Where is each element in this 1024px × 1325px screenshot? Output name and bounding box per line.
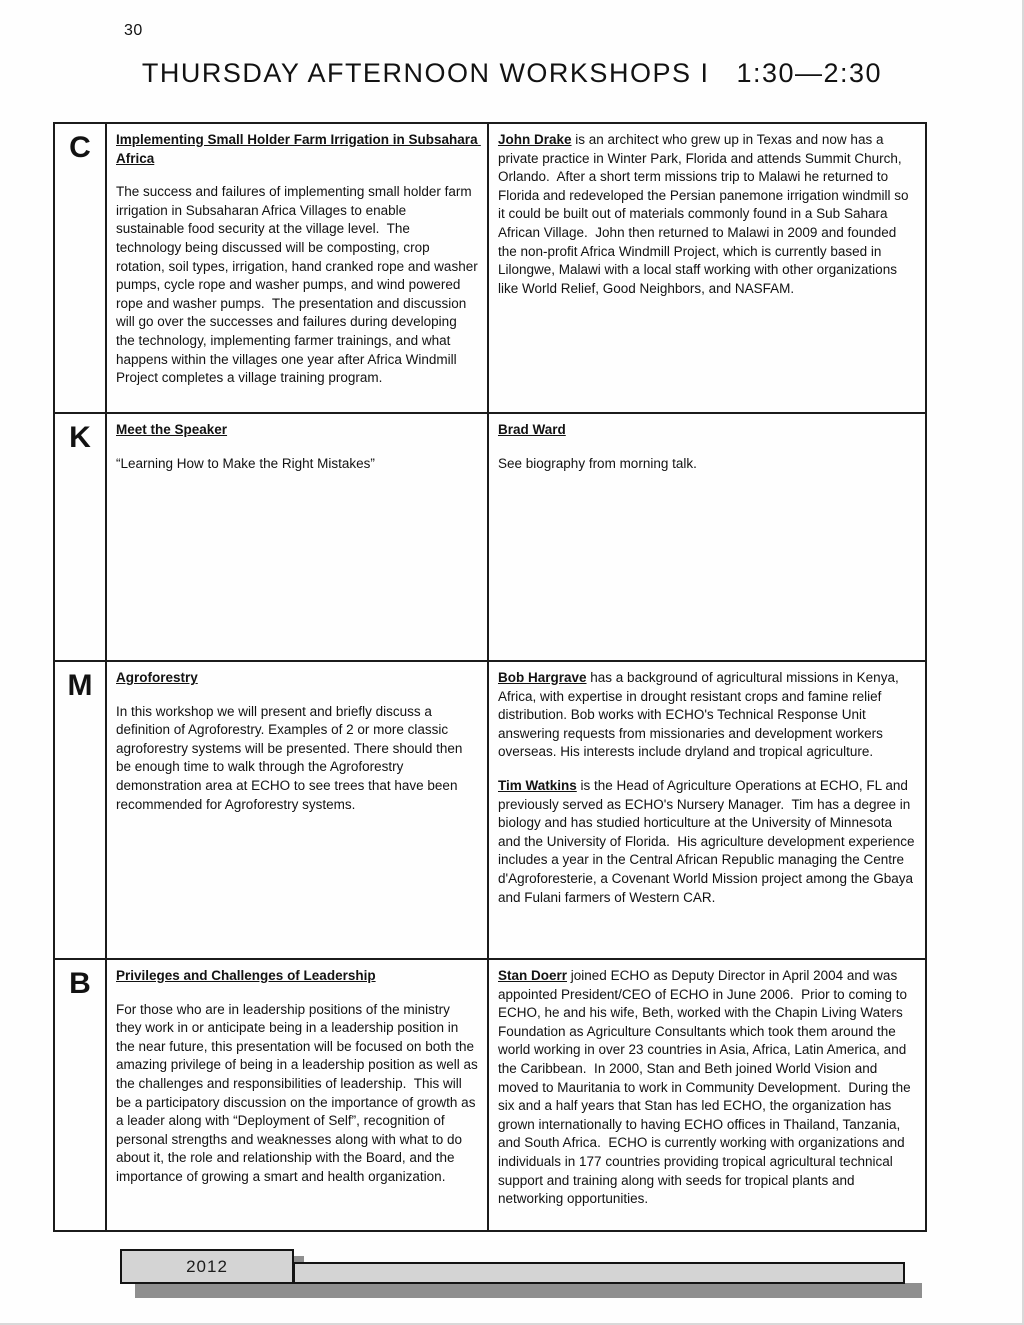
speaker-bio-cell-c — [488, 123, 926, 413]
footer-tab — [120, 1249, 294, 1284]
workshop-title: Meet the Speaker — [116, 422, 228, 437]
workshop-title: Privileges and Challenges of Leadership — [116, 968, 376, 983]
workshop-letter-m: M — [54, 661, 106, 959]
workshop-description-cell-k — [106, 413, 488, 661]
workshop-row-b — [54, 959, 926, 1231]
speaker-name: Brad Ward — [498, 422, 566, 437]
workshop-title: Agroforestry — [116, 670, 198, 685]
speaker-name: Tim Watkins — [498, 777, 577, 793]
workshop-letter-b: B — [54, 959, 106, 1231]
speaker-bio-cell-k — [488, 413, 926, 661]
speaker-name-paragraph — [498, 421, 916, 440]
workshop-subtitle-quote: “Learning How to Make the Right Mistakes” — [116, 455, 375, 471]
workshop-description-cell-m — [106, 661, 488, 959]
speaker-bio-note: See biography from morning talk. — [498, 455, 697, 471]
speaker-bio-cell-m — [488, 661, 926, 959]
workshop-letter-k: K — [54, 413, 106, 661]
speaker-name: John Drake — [498, 132, 572, 147]
speaker-bio-text: is an architect who grew up in Texas and now has a private practice in Winter Park, Florida and attends Summit Church, Orlando. After a short term missions trip to Malawi he returned to Florida and redeveloped the Persian panemone irrigation windmill so it could be built out of materials commonly found in a Sub Sahara African Village. John then returned to Malawi in 2009 and founded the non-profit Africa Windmill Project, which is currently based in Lilongwe, Malawi with a local staff working with other organizations like World Relief, Good Neighbors, and NASFAM. — [498, 132, 913, 296]
workshop-description: In this workshop we will present and briefly discuss a definition of Agroforestry. Examples of 2 or more classic agroforestry systems will be presented. There should then be enough time to walk through the Agroforestry demonstration area at ECHO to see trees that have been recommended for Agroforestry systems. — [116, 703, 467, 812]
workshops-table — [53, 122, 927, 1232]
workshop-description: The success and failures of implementing small holder farm irrigation in Subsaharan Africa Villages to enable sustainable food security at the village level. The technology being discussed will be composting, crop rotation, soil types, irrigation, hand cranked rope and washer pumps, cycle rope and washer pumps, and wind powered rope and washer pumps. The presentation and discussion will go over the successes and failures during developing the technology, implementing farmer trainings, and what happens within the villages one year after Africa Windmill Project completes a village training program. — [116, 184, 482, 386]
footer-year: 2012 — [186, 1256, 228, 1276]
workshop-row-c — [54, 123, 926, 413]
speaker-bio-paragraph — [498, 777, 919, 907]
workshop-description: For those who are in leadership positions of the ministry they work in or anticipate being in a leadership position in the near future, this presentation will be focused on both the amazing privilege of being in a leadership position as well as the challenges and responsibilities of leadership. This will be a participatory discussion on the importance of growth as a leader along with “Deployment of Self”, recognition of personal strengths and weaknesses along with what to do about it, the role and relationship with the Board, and the importance of growing a smart and health organization. — [116, 1001, 482, 1184]
footer-tab-shadow — [135, 1283, 922, 1298]
speaker-bio-text: joined ECHO as Deputy Director in April 2004 and was appointed President/CEO of ECHO in June 2006. Prior to coming to ECHO, he and his wife, Beth, worked with the Chapin Living Waters Foundation as Agriculture Consultants which took them around the world working in over 23 countries in Asia, Africa, Latin America, and the Caribbean. In 2000, Stan and Beth joined World Vision and moved to Mauritania to work in Community Development. During the six and a half years that Stan has led ECHO, the organization has grown internationally to having ECHO offices in Thailand, Tanzania, and South Africa. ECHO is currently working with organizations and individuals in 177 countries providing tropical agricultural technical support and training along with seeds for tropical plants and networking opportunities. — [498, 968, 915, 1207]
footer-tab-bar — [293, 1262, 905, 1284]
speaker-name: Stan Doerr — [498, 968, 568, 983]
page-number: 30 — [124, 22, 143, 39]
workshop-description-cell-b — [106, 959, 488, 1231]
speaker-bio-cell-b — [488, 959, 926, 1231]
workshop-letter-c: C — [54, 123, 106, 413]
workshop-title: Implementing Small Holder Farm Irrigation in Subsahara Africa — [116, 132, 481, 166]
speaker-name: Bob Hargrave — [498, 670, 587, 685]
footer-year-tab — [120, 1249, 925, 1301]
page-title: THURSDAY AFTERNOON WORKSHOPS I 1:30—2:30 — [141, 58, 883, 88]
speaker-bio-paragraph — [498, 967, 916, 1209]
workshop-row-m — [54, 661, 926, 959]
workshop-row-k — [54, 413, 926, 661]
speaker-bio-paragraph — [498, 669, 916, 762]
speaker-bio-text: is the Head of Agriculture Operations at ECHO, FL and previously served as ECHO's Nursery Manager. Tim has a degree in biology and has studied horticulture at the University of Minnesota and the University of Florida. His agriculture development experience includes a year in the Central African Republic managing the Centre d'Agroforesterie, a Covenant World Mission project among the Gbaya and Fulani farmers of Western CAR. — [498, 777, 919, 905]
workshop-description-cell-c — [106, 123, 488, 413]
speaker-bio-paragraph — [498, 131, 916, 298]
speaker-bio-text: has a background of agricultural missions in Kenya, Africa, with expertise in drought resistant crops and famine relief distribution. Bob works with ECHO's Technical Response Unit answering requests from missionaries and development workers overseas. His interests include dryland and tropical agriculture. — [498, 670, 902, 760]
